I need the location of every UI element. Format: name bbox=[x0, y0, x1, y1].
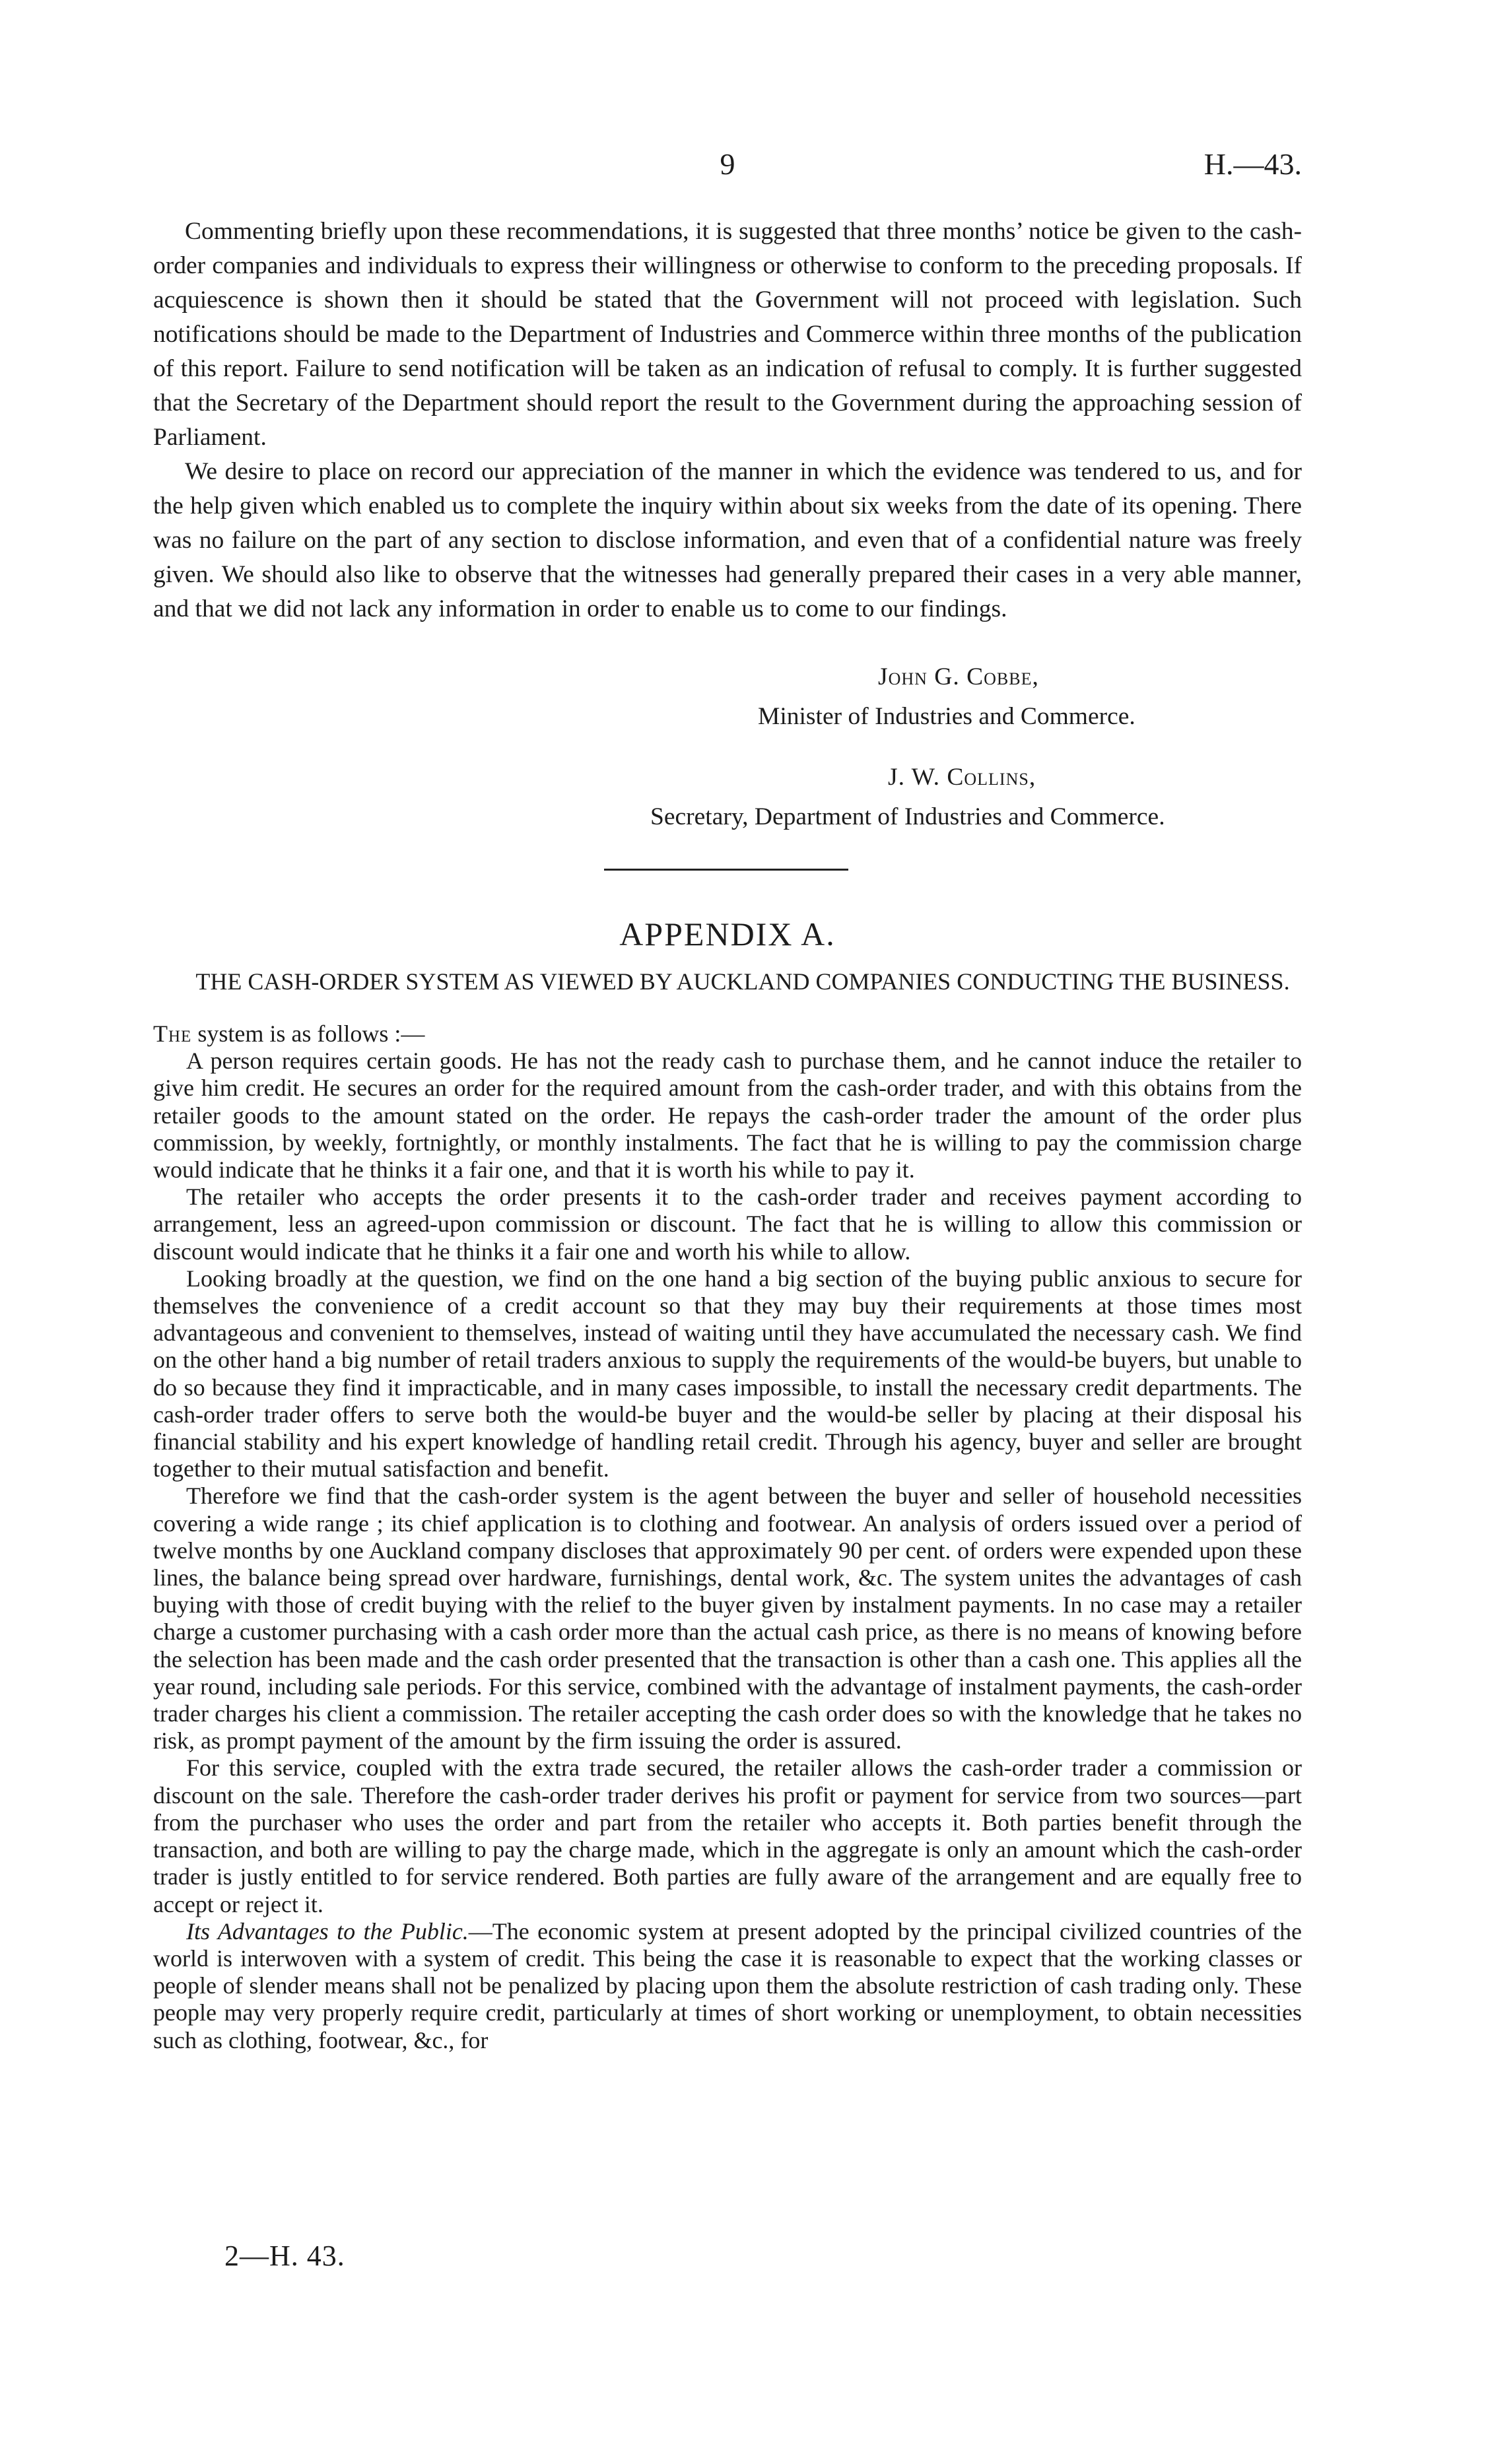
document-reference: H.—43. bbox=[1203, 147, 1302, 181]
intro-first-word: The bbox=[153, 1020, 192, 1047]
signatory-title: Minister of Industries and Commerce. bbox=[758, 703, 1135, 730]
paragraph: For this service, coupled with the extra trade secured, the retailer allows the cash-order trader a commission or discount on the sale. Therefore the cash-order trader derives his profit or payment for service from two sources—part from the purchaser who uses the order and part from the retailer who accepts it. Both parties benefit through the transaction, and both are willing to pay the charge made, which in the aggregate is only an amount which the cash-order trader is justly entitled to for service rendered. Both parties are fully aware of the arrangement and are equally free to accept or reject it. bbox=[153, 1754, 1302, 1917]
signatory-title: Secretary, Department of Industries and Commerce. bbox=[650, 803, 1165, 830]
signatory-name: John G. Cobbe, bbox=[878, 663, 1039, 690]
appendix-body bbox=[153, 1020, 1302, 2054]
advantages-heading: Its Advantages to the Public. bbox=[186, 1917, 469, 1945]
report-conclusion bbox=[153, 215, 1302, 626]
paragraph: Therefore we find that the cash-order system is the agent between the buyer and seller of household necessities covering a wide range ; its chief application is to clothing and footwear. An analysis of orders issued over a period of twelve months by one Auckland company discloses that approximately 90 per cent. of orders were expended upon these lines, the balance being spread over hardware, furnishings, dental work, &c. The system unites the advantages of cash buying with those of credit buying with the relief to the buyer given by instalment payments. In no case may a retailer charge a customer purchasing with a cash order more than the actual cash price, as there is no means of knowing before the selection has been made and the cash order presented that the transaction is other than a cash one. This applies all the year round, including sale periods. For this service, combined with the advantage of instalment payments, the cash-order trader charges his client a commission. The retailer accepting the cash order does so with the knowledge that he takes no risk, as prompt payment of the amount by the firm issuing the order is assured. bbox=[153, 1482, 1302, 1754]
page-header bbox=[153, 147, 1302, 193]
signatory-name: J. W. Collins, bbox=[888, 764, 1036, 791]
intro-text: system is as follows :— bbox=[191, 1020, 425, 1047]
section-divider bbox=[604, 869, 848, 871]
appendix-subtitle: THE CASH-ORDER SYSTEM AS VIEWED BY AUCKLAND COMPANIES CONDUCTING THE BUSINESS. bbox=[195, 968, 1290, 995]
paragraph: A person requires certain goods. He has not the ready cash to purchase them, and he cannot induce the retailer to give him credit. He secures an order for the required amount from the cash-order trader, and with this obtains from the retailer goods to the amount stated on the order. He repays the cash-order trader the amount of the order plus commission, by weekly, fortnightly, or monthly instalments. The fact that he is willing to pay the commission charge would indicate that he thinks it a fair one, and that it is worth his while to pay it. bbox=[153, 1048, 1302, 1183]
appendix-title: APPENDIX A. bbox=[619, 916, 836, 952]
intro-line bbox=[153, 1020, 1302, 1048]
paragraph: The retailer who accepts the order presents it to the cash-order trader and receives payment according to arrangement, less an agreed-upon commission or discount. The fact that he is willing to allow this commission or discount would indicate that he thinks it a fair one and worth his while to allow. bbox=[153, 1183, 1302, 1265]
advantages-text: —The economic system at present adopted by the principal civilized countries of the world is interwoven with a system of credit. This being the case it is reasonable to expect that the working classes or people of slender means shall not be penalized by placing upon them the absolute restriction of cash trading only. These people may very properly require credit, particularly at times of short working or unemployment, to obtain necessities such as clothing, footwear, &c., for bbox=[153, 1917, 1302, 2053]
paragraph: Commenting briefly upon these recommendations, it is suggested that three months’ notice be given to the cash-order companies and individuals to express their willingness or otherwise to conform to the preceding proposals. If acquiescence is shown then it should be stated that the Government will not proceed with legislation. Such notifications should be made to the Department of Industries and Commerce within three months of the publication of this report. Failure to send notification will be taken as an indication of refusal to comply. It is further suggested that the Secretary of the Department should report the result to the Government during the approaching session of Parliament. bbox=[153, 218, 1302, 451]
signature-mark: 2—H. 43. bbox=[224, 2240, 345, 2272]
paragraph: We desire to place on record our appreciation of the manner in which the evidence was tendered to us, and for the help given which enabled us to complete the inquiry within about six weeks from the date of its opening. There was no failure on the part of any section to disclose information, and even that of a confidential nature was freely given. We should also like to observe that the witnesses had generally prepared their cases in a very able manner, and that we did not lack any information in order to enable us to come to our findings. bbox=[153, 458, 1302, 622]
paragraph: Looking broadly at the question, we find on the one hand a big section of the buying public anxious to secure for themselves the convenience of a credit account so that they may buy their requirements at those times most advantageous and convenient to themselves, instead of waiting until they have accumulated the necessary cash. We find on the other hand a big number of retail traders anxious to supply the requirements of the would-be buyers, but unable to do so because they find it impracticable, and in many cases impossible, to install the necessary credit departments. The cash-order trader offers to serve both the would-be buyer and the would-be seller by placing at their disposal his financial stability and his expert knowledge of handling retail credit. Through his agency, buyer and seller are brought together to their mutual satisfaction and benefit. bbox=[153, 1265, 1302, 1482]
page-number: 9 bbox=[720, 147, 735, 181]
advantages-paragraph bbox=[153, 1918, 1302, 2054]
